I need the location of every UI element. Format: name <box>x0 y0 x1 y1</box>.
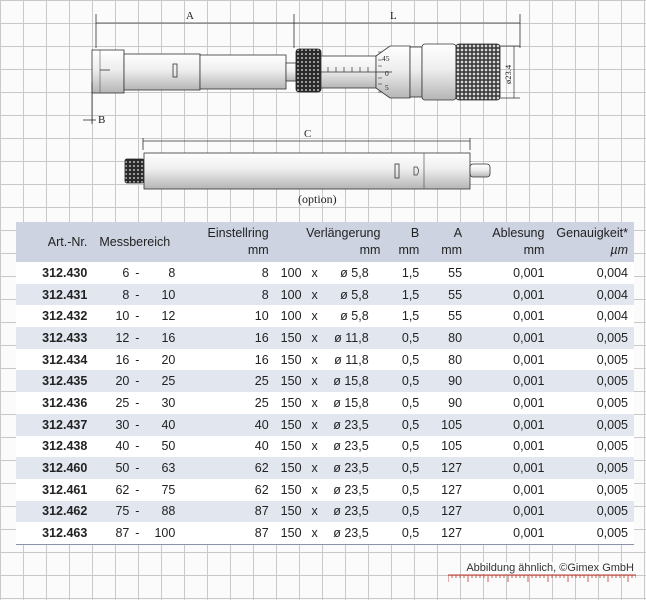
range-to: 40 <box>161 417 176 432</box>
cell-ablesung: 0,001 <box>468 414 550 436</box>
cell-einstellring: 40 <box>254 439 269 454</box>
cell-b: 0,5 <box>386 370 425 392</box>
cell-b: 1,5 <box>401 265 420 280</box>
ext-length: 150 <box>280 439 302 454</box>
ext-times: x <box>311 374 318 389</box>
cell-genauigkeit: 0,004 <box>596 265 628 280</box>
range-dash: - <box>135 309 140 324</box>
cell-art-nr: 312.437 <box>16 414 93 436</box>
table-row <box>16 327 634 349</box>
ext-times: x <box>311 439 318 454</box>
ext-diameter: ø 15,8 <box>333 395 369 410</box>
dimension-c-label: C <box>304 128 312 140</box>
cell-a: 80 <box>425 327 468 349</box>
cell-genauigkeit: 0,005 <box>550 522 634 544</box>
range-to: 16 <box>161 330 176 345</box>
cell-messbereich <box>93 392 197 414</box>
table-row <box>16 501 634 523</box>
cell-genauigkeit: 0,005 <box>596 482 628 497</box>
table-row <box>16 284 634 306</box>
cell-b: 0,5 <box>401 482 420 497</box>
thimble-scale-mid: 0 <box>385 69 389 78</box>
cell-genauigkeit: 0,005 <box>596 352 628 367</box>
cell-a: 90 <box>448 395 463 410</box>
cell-genauigkeit: 0,005 <box>550 370 634 392</box>
cell-ablesung: 0,001 <box>468 522 550 544</box>
range-dash: - <box>135 265 140 280</box>
range-from: 40 <box>115 439 130 454</box>
cell-einstellring: 87 <box>197 522 275 544</box>
cell-einstellring: 87 <box>197 501 275 523</box>
cell-einstellring: 16 <box>197 327 275 349</box>
option-label: (option) <box>298 192 337 206</box>
table-row <box>16 522 634 544</box>
ext-times: x <box>311 287 318 302</box>
ext-times: x <box>311 265 318 280</box>
cell-ablesung: 0,001 <box>513 309 545 324</box>
cell-verlaengerung <box>275 349 387 371</box>
cell-b: 0,5 <box>386 522 425 544</box>
dimension-l-label: L <box>390 10 397 22</box>
range-dash: - <box>135 287 140 302</box>
ext-diameter: ø 23,5 <box>333 439 369 454</box>
cell-b: 0,5 <box>386 414 425 436</box>
header-messbereich: Messbereich <box>93 222 197 262</box>
ext-times: x <box>311 352 318 367</box>
range-from: 30 <box>115 417 130 432</box>
cell-ablesung: 0,001 <box>513 482 545 497</box>
cell-art-nr: 312.431 <box>16 284 93 306</box>
range-from: 62 <box>115 482 130 497</box>
cell-einstellring: 40 <box>197 414 275 436</box>
cell-verlaengerung <box>275 479 387 501</box>
dimension-c <box>143 128 470 150</box>
cell-art-nr: 312.461 <box>42 482 88 497</box>
cell-a: 127 <box>425 522 468 544</box>
range-from: 20 <box>115 374 130 389</box>
ext-diameter: ø 11,8 <box>334 330 369 345</box>
range-to: 88 <box>161 504 176 519</box>
range-from: 87 <box>115 526 130 541</box>
range-from: 12 <box>115 330 130 345</box>
ext-diameter: ø 23,5 <box>333 504 369 519</box>
range-from: 25 <box>115 395 130 410</box>
table-row <box>16 349 634 371</box>
ext-diameter: ø 5,8 <box>340 309 369 324</box>
range-from: 16 <box>115 352 130 367</box>
table-row <box>16 262 634 284</box>
ext-diameter: ø 5,8 <box>340 265 369 280</box>
cell-art-nr: 312.438 <box>42 439 88 454</box>
cell-art-nr: 312.462 <box>16 501 93 523</box>
cell-a: 55 <box>448 309 463 324</box>
cell-verlaengerung <box>275 284 387 306</box>
footer-credit: Abbildung ähnlich, ©Gimex GmbH <box>466 562 634 574</box>
range-from: 8 <box>122 287 130 302</box>
cell-verlaengerung <box>275 501 387 523</box>
cell-einstellring: 16 <box>254 352 269 367</box>
range-from: 50 <box>115 461 130 476</box>
range-to: 100 <box>154 526 176 541</box>
range-from: 75 <box>115 504 130 519</box>
ext-length: 150 <box>280 352 302 367</box>
ext-diameter: ø 5,8 <box>340 287 369 302</box>
cell-a: 105 <box>441 439 463 454</box>
ext-length: 100 <box>280 309 302 324</box>
ext-diameter: ø 11,8 <box>334 352 369 367</box>
technical-drawing <box>0 0 646 215</box>
cell-verlaengerung <box>275 522 387 544</box>
cell-b: 0,5 <box>386 457 425 479</box>
cell-messbereich <box>93 501 197 523</box>
cell-b: 0,5 <box>386 327 425 349</box>
ext-length: 100 <box>280 287 302 302</box>
cell-einstellring: 10 <box>254 309 269 324</box>
micrometer-drawing <box>92 44 520 100</box>
table-row <box>16 436 634 458</box>
ext-times: x <box>311 526 318 541</box>
cell-a: 55 <box>425 284 468 306</box>
cell-ablesung: 0,001 <box>513 395 545 410</box>
cell-messbereich <box>93 262 197 284</box>
range-to: 8 <box>168 265 176 280</box>
cell-genauigkeit: 0,005 <box>550 327 634 349</box>
cell-messbereich <box>93 284 197 306</box>
ext-times: x <box>311 330 318 345</box>
cell-einstellring: 25 <box>197 370 275 392</box>
header-einstellring: Einstellring mm <box>197 222 275 262</box>
cell-verlaengerung <box>275 436 387 458</box>
cell-genauigkeit: 0,004 <box>596 309 628 324</box>
range-dash: - <box>135 504 140 519</box>
range-to: 30 <box>161 395 176 410</box>
header-genauigkeit: Genauigkeit* µm <box>550 222 634 262</box>
diameter-label: ø23.4 <box>503 64 513 84</box>
table-row <box>16 414 634 436</box>
range-to: 25 <box>161 374 176 389</box>
ext-times: x <box>311 482 318 497</box>
range-dash: - <box>135 439 140 454</box>
cell-b: 0,5 <box>401 439 420 454</box>
thimble-scale-top: 45 <box>382 54 390 63</box>
cell-ablesung: 0,001 <box>513 439 545 454</box>
cell-a: 127 <box>425 501 468 523</box>
ext-length: 150 <box>280 482 302 497</box>
range-to: 50 <box>161 439 176 454</box>
cell-einstellring: 25 <box>254 395 269 410</box>
range-from: 6 <box>122 265 130 280</box>
cell-art-nr: 312.463 <box>16 522 93 544</box>
cell-ablesung: 0,001 <box>513 352 545 367</box>
range-dash: - <box>135 461 140 476</box>
cell-messbereich <box>93 457 197 479</box>
cell-genauigkeit: 0,005 <box>596 395 628 410</box>
cell-art-nr: 312.432 <box>42 309 88 324</box>
ext-length: 150 <box>280 461 302 476</box>
cell-verlaengerung <box>275 262 387 284</box>
table-header-row <box>16 222 634 262</box>
header-a: A mm <box>425 222 468 262</box>
cell-verlaengerung <box>275 370 387 392</box>
cell-a: 80 <box>448 352 463 367</box>
table-row <box>16 370 634 392</box>
cell-b: 1,5 <box>386 284 425 306</box>
cell-einstellring: 62 <box>197 457 275 479</box>
header-b: B mm <box>386 222 425 262</box>
cell-messbereich <box>93 305 197 327</box>
header-ablesung: Ablesung mm <box>468 222 550 262</box>
range-to: 63 <box>161 461 176 476</box>
cell-einstellring: 8 <box>197 284 275 306</box>
cell-genauigkeit: 0,004 <box>550 284 634 306</box>
range-dash: - <box>135 352 140 367</box>
cell-b: 0,5 <box>386 501 425 523</box>
ext-times: x <box>311 395 318 410</box>
ext-times: x <box>311 417 318 432</box>
table-row <box>16 479 634 501</box>
cell-messbereich <box>93 349 197 371</box>
cell-verlaengerung <box>275 327 387 349</box>
ext-diameter: ø 15,8 <box>333 374 369 389</box>
ext-diameter: ø 23,5 <box>333 526 369 541</box>
cell-a: 105 <box>425 414 468 436</box>
cell-ablesung: 0,001 <box>468 457 550 479</box>
ext-times: x <box>311 461 318 476</box>
ext-length: 150 <box>280 330 302 345</box>
cell-art-nr: 312.433 <box>16 327 93 349</box>
cell-art-nr: 312.434 <box>42 352 88 367</box>
cell-ablesung: 0,001 <box>468 284 550 306</box>
dimension-l <box>294 10 520 48</box>
table-row <box>16 457 634 479</box>
cell-ablesung: 0,001 <box>468 327 550 349</box>
range-dash: - <box>135 330 140 345</box>
cell-verlaengerung <box>275 457 387 479</box>
cell-b: 0,5 <box>401 352 420 367</box>
dimension-a-label: A <box>186 10 194 22</box>
ext-length: 100 <box>280 265 302 280</box>
ext-diameter: ø 23,5 <box>333 482 369 497</box>
cell-messbereich <box>93 414 197 436</box>
cell-verlaengerung <box>275 392 387 414</box>
cell-genauigkeit: 0,005 <box>550 414 634 436</box>
cell-messbereich <box>93 436 197 458</box>
cell-verlaengerung <box>275 414 387 436</box>
cell-a: 55 <box>448 265 463 280</box>
ext-length: 150 <box>280 526 302 541</box>
footer-ruler <box>448 574 636 582</box>
thimble-scale-bot: 5 <box>385 83 389 92</box>
ext-length: 150 <box>280 395 302 410</box>
range-to: 75 <box>161 482 176 497</box>
cell-messbereich <box>93 479 197 501</box>
cell-messbereich <box>93 522 197 544</box>
cell-ablesung: 0,001 <box>468 370 550 392</box>
header-verlaengerung: Verlängerung mm <box>275 222 387 262</box>
range-dash: - <box>135 417 140 432</box>
range-from: 10 <box>115 309 130 324</box>
ext-length: 150 <box>280 417 302 432</box>
extension-rod-drawing <box>125 153 490 206</box>
cell-a: 90 <box>425 370 468 392</box>
range-to: 20 <box>161 352 176 367</box>
table-row <box>16 392 634 414</box>
cell-einstellring: 62 <box>254 482 269 497</box>
range-to: 12 <box>161 309 176 324</box>
cell-messbereich <box>93 370 197 392</box>
cell-ablesung: 0,001 <box>513 265 545 280</box>
cell-b: 1,5 <box>401 309 420 324</box>
range-to: 10 <box>161 287 176 302</box>
cell-art-nr: 312.460 <box>16 457 93 479</box>
ext-diameter: ø 23,5 <box>333 461 369 476</box>
range-dash: - <box>135 374 140 389</box>
specification-table <box>16 222 634 545</box>
range-dash: - <box>135 526 140 541</box>
cell-b: 0,5 <box>401 395 420 410</box>
range-dash: - <box>135 482 140 497</box>
dimension-a <box>96 10 294 48</box>
cell-genauigkeit: 0,005 <box>550 457 634 479</box>
ext-length: 150 <box>280 374 302 389</box>
cell-a: 127 <box>441 482 463 497</box>
ext-length: 150 <box>280 504 302 519</box>
cell-messbereich <box>93 327 197 349</box>
range-dash: - <box>135 395 140 410</box>
cell-verlaengerung <box>275 305 387 327</box>
table-row <box>16 305 634 327</box>
ext-times: x <box>311 504 318 519</box>
cell-ablesung: 0,001 <box>468 501 550 523</box>
header-art-nr: Art.-Nr. <box>16 222 93 262</box>
cell-art-nr: 312.430 <box>42 265 88 280</box>
cell-art-nr: 312.435 <box>16 370 93 392</box>
cell-a: 127 <box>425 457 468 479</box>
cell-art-nr: 312.436 <box>42 395 88 410</box>
ext-times: x <box>311 309 318 324</box>
ext-diameter: ø 23,5 <box>333 417 369 432</box>
cell-genauigkeit: 0,005 <box>596 439 628 454</box>
cell-einstellring: 8 <box>261 265 269 280</box>
dimension-b-label: B <box>98 114 106 126</box>
cell-genauigkeit: 0,005 <box>550 501 634 523</box>
